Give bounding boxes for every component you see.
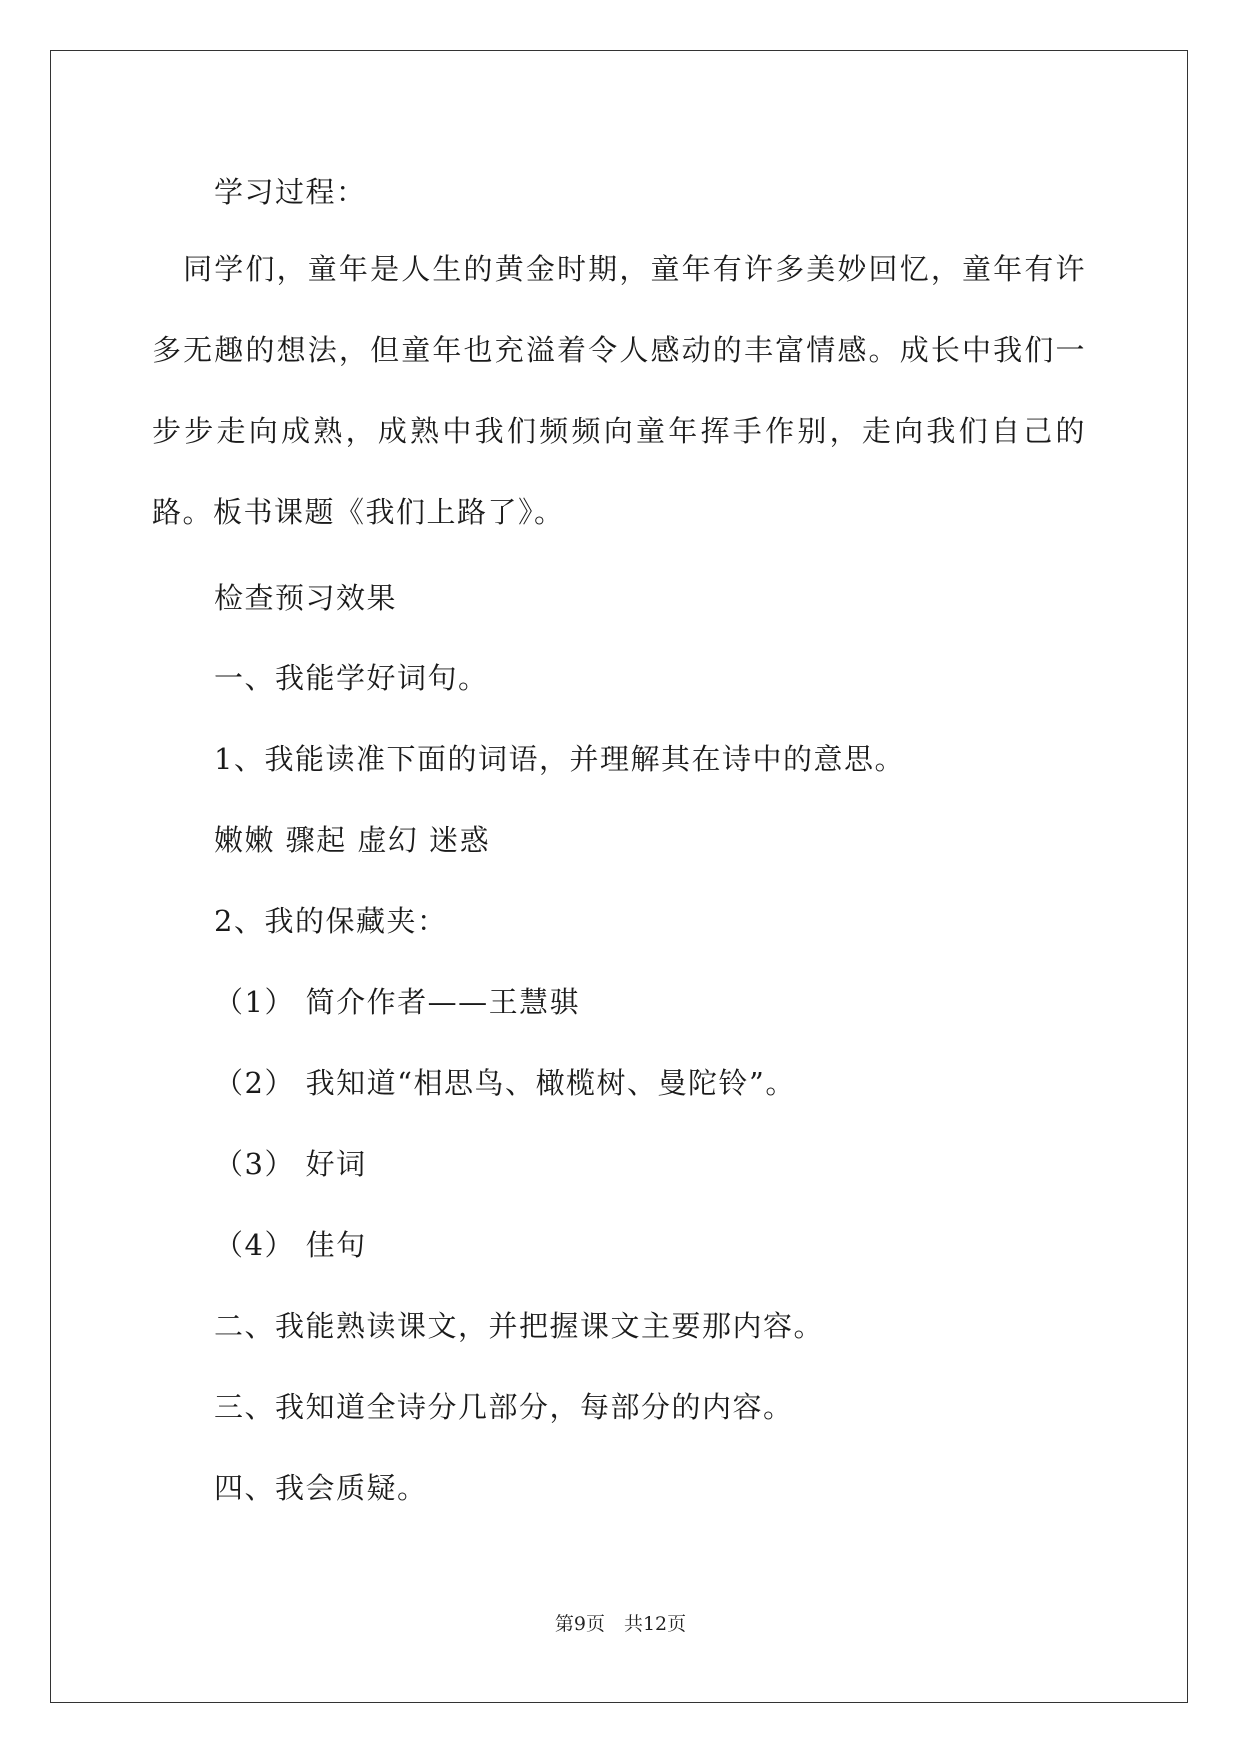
section-3-heading: 三、我知道全诗分几部分，每部分的内容。: [214, 1390, 794, 1424]
heading-learning-process: 学习过程：: [214, 175, 367, 209]
page-number-footer: 第9页 共12页: [554, 1613, 687, 1635]
sub-item-1: （1） 简介作者——王慧骐: [214, 985, 581, 1019]
section-2-heading: 二、我能熟读课文，并把握课文主要那内容。: [214, 1309, 825, 1343]
sub-item-4: （4） 佳句: [214, 1228, 367, 1262]
heading-check-preview: 检查预习效果: [214, 581, 398, 615]
sub-item-2: （2） 我知道“相思鸟、橄榄树、曼陀铃”。: [214, 1066, 796, 1100]
intro-paragraph: 同学们，童年是人生的黄金时期，童年有许多美妙回忆，童年有许多无趣的想法，但童年也充溢着令人感动的丰富情感。成长中我们一步步走向成熟，成熟中我们频频向童年挥手作别，走向我们自己的路。板书课题《我们上路了》。: [152, 252, 1086, 529]
section-4-heading: 四、我会质疑。: [214, 1471, 428, 1505]
item-2-text: 2、我的保藏夹：: [214, 904, 448, 938]
vocabulary-words: 嫩嫩 骤起 虚幻 迷惑: [214, 823, 491, 857]
item-1-text: 1、我能读准下面的词语，并理解其在诗中的意思。: [214, 742, 905, 776]
section-1-heading: 一、我能学好词句。: [214, 661, 489, 695]
sub-item-3: （3） 好词: [214, 1147, 367, 1181]
